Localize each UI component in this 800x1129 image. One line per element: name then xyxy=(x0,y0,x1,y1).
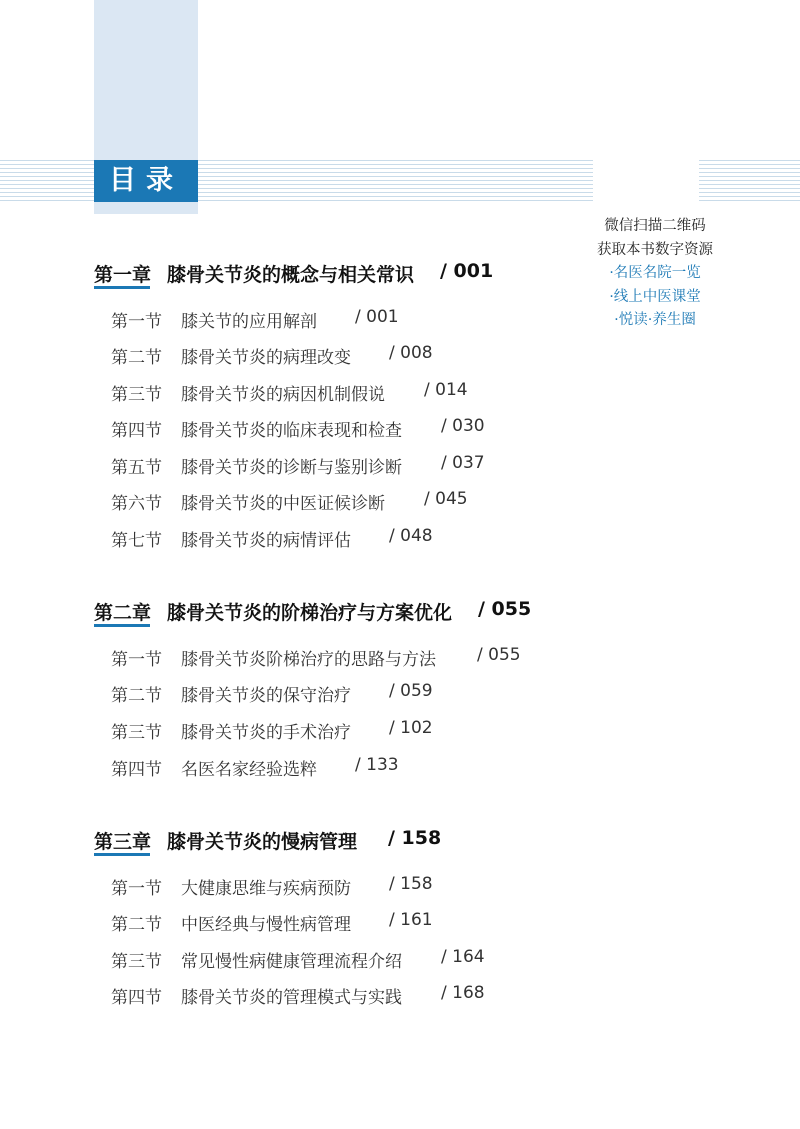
qr-item: ·悦读·养生圈 xyxy=(614,312,696,328)
qr-line: 获取本书数字资源 xyxy=(597,241,713,258)
section-page: / 055 xyxy=(477,645,521,665)
section-number: 第一节 xyxy=(111,312,162,332)
section-page: / 001 xyxy=(355,307,399,327)
section-number: 第一节 xyxy=(111,879,162,899)
section-title: 膝骨关节炎的诊断与鉴别诊断 xyxy=(181,458,402,478)
section-page: / 133 xyxy=(355,755,399,775)
section-page: / 161 xyxy=(389,910,433,930)
section-title: 大健康思维与疾病预防 xyxy=(181,879,351,899)
section-page: / 030 xyxy=(441,416,485,436)
chapter-underline xyxy=(94,624,150,627)
qr-line: 微信扫描二维码 xyxy=(604,218,706,234)
section-title: 膝骨关节炎的管理模式与实践 xyxy=(181,988,402,1008)
section-title: 膝骨关节炎的保守治疗 xyxy=(181,686,351,706)
section-number: 第三节 xyxy=(111,952,162,972)
chapter-page: / 055 xyxy=(478,598,532,620)
section-number: 第三节 xyxy=(111,723,162,743)
section-page: / 037 xyxy=(441,453,485,473)
section-number: 第二节 xyxy=(111,915,162,935)
section-page: / 164 xyxy=(441,947,485,967)
qr-item: ·线上中医课堂 xyxy=(609,288,701,305)
section-title: 膝骨关节炎的病情评估 xyxy=(181,531,351,551)
section-number: 第四节 xyxy=(111,988,162,1008)
chapter-page: / 158 xyxy=(388,827,442,849)
chapter-number: 第二章 xyxy=(94,602,152,624)
section-page: / 048 xyxy=(389,526,433,546)
section-page: / 102 xyxy=(389,718,433,738)
section-page: / 045 xyxy=(424,489,468,509)
section-number: 第二节 xyxy=(111,348,162,368)
section-title: 膝骨关节炎的临床表现和检查 xyxy=(181,421,402,441)
decorative-stripes-middle xyxy=(198,160,593,204)
section-title: 膝骨关节炎的病因机制假说 xyxy=(181,385,385,405)
chapter-underline xyxy=(94,853,150,856)
section-page: / 014 xyxy=(424,380,468,400)
section-number: 第六节 xyxy=(111,494,162,514)
section-title: 膝骨关节炎的手术治疗 xyxy=(181,723,351,743)
section-number: 第一节 xyxy=(111,650,162,670)
section-number: 第二节 xyxy=(111,686,162,706)
chapter-number: 第三章 xyxy=(94,831,152,853)
section-page: / 059 xyxy=(389,681,433,701)
section-number: 第五节 xyxy=(111,458,162,478)
section-title: 膝骨关节炎的病理改变 xyxy=(181,348,351,368)
chapter-underline xyxy=(94,286,150,289)
decorative-stripes-left xyxy=(0,160,96,204)
qr-item: ·名医名院一览 xyxy=(609,265,701,281)
chapter-title: 膝骨关节炎的概念与相关常识 xyxy=(167,264,415,286)
section-title: 常见慢性病健康管理流程介绍 xyxy=(181,952,402,972)
section-title: 膝骨关节炎的中医证候诊断 xyxy=(181,494,385,514)
chapter-title: 膝骨关节炎的慢病管理 xyxy=(167,831,358,853)
section-page: / 008 xyxy=(389,343,433,363)
section-page: / 168 xyxy=(441,983,485,1003)
chapter-number: 第一章 xyxy=(94,264,152,286)
section-number: 第四节 xyxy=(111,421,162,441)
section-number: 第三节 xyxy=(111,385,162,405)
section-page: / 158 xyxy=(389,874,433,894)
section-number: 第七节 xyxy=(111,531,162,551)
section-title: 名医名家经验选粹 xyxy=(181,760,317,780)
page-title: 目录 xyxy=(94,160,198,202)
decorative-stripes-right xyxy=(699,160,800,204)
section-title: 膝关节的应用解剖 xyxy=(181,312,317,332)
qr-resource-note xyxy=(570,215,740,333)
section-title: 膝骨关节炎阶梯治疗的思路与方法 xyxy=(181,650,436,670)
section-title: 中医经典与慢性病管理 xyxy=(181,915,351,935)
chapter-page: / 001 xyxy=(440,260,494,282)
chapter-title: 膝骨关节炎的阶梯治疗与方案优化 xyxy=(167,602,453,624)
section-number: 第四节 xyxy=(111,760,162,780)
